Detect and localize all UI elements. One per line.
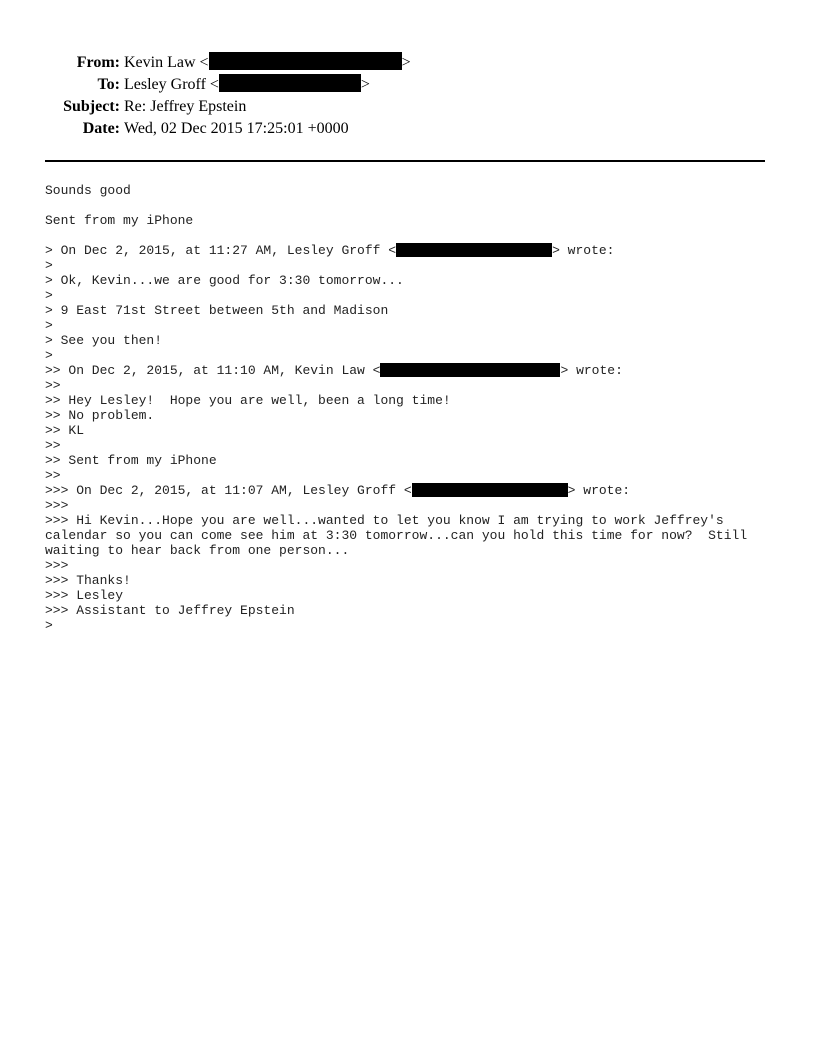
body-line: >> Sent from my iPhone <box>45 453 217 468</box>
body-line: >>> Assistant to Jeffrey Epstein <box>45 603 295 618</box>
redaction-block <box>209 52 402 70</box>
quote-header-suffix: > wrote: <box>567 483 631 498</box>
body-line: >> <box>45 438 61 453</box>
redaction-block <box>412 483 568 497</box>
blank-line <box>45 198 775 213</box>
quote-header-suffix: > wrote: <box>560 363 623 378</box>
redaction-block <box>380 363 560 377</box>
quote-header-text: >> On Dec 2, 2015, at 11:10 AM, Kevin Law < <box>45 363 381 378</box>
body-line: Sounds good <box>45 183 131 198</box>
subject-value: Re: Jeffrey Epstein <box>124 98 247 115</box>
subject-row <box>0 96 816 118</box>
body-line: > <box>45 348 53 363</box>
to-name: Lesley Groff < <box>124 76 219 93</box>
email-body <box>45 183 775 633</box>
to-row <box>0 74 816 96</box>
body-line: >>> Hi Kevin...Hope you are well...wanted to let you know I am trying to work Jeffrey's <box>45 513 724 528</box>
quote-header-line <box>45 363 775 378</box>
body-line: > <box>45 318 53 333</box>
blank-line <box>45 228 775 243</box>
body-line: >>> <box>45 498 69 513</box>
body-line: waiting to hear back from one person... <box>45 543 350 558</box>
quote-header-text: >>> On Dec 2, 2015, at 11:07 AM, Lesley Groff < <box>45 483 412 498</box>
body-line: >>> Thanks! <box>45 573 131 588</box>
body-line: >>> Lesley <box>45 588 124 603</box>
body-line: Sent from my iPhone <box>45 213 194 228</box>
email-header <box>0 52 816 140</box>
to-value <box>124 74 370 96</box>
redaction-block <box>396 243 552 257</box>
body-line: >>> <box>45 558 69 573</box>
body-line: calendar so you can come see him at 3:30 tomorrow...can you hold this time for now? Still <box>45 528 748 543</box>
redaction-block <box>219 74 361 92</box>
body-line: > See you then! <box>45 333 163 348</box>
quote-header-line <box>45 483 775 498</box>
header-divider <box>45 160 765 162</box>
from-name: Kevin Law < <box>124 54 209 71</box>
from-value <box>124 52 411 74</box>
body-line: >> Hey Lesley! Hope you are well, been a long time! <box>45 393 451 408</box>
body-line: >> <box>45 468 61 483</box>
body-line: > <box>45 618 53 633</box>
body-line: >> No problem. <box>45 408 155 423</box>
body-line: > 9 East 71st Street between 5th and Madison <box>45 303 389 318</box>
body-line: > Ok, Kevin...we are good for 3:30 tomorrow... <box>45 273 404 288</box>
body-line: > <box>45 288 53 303</box>
date-row <box>0 118 816 140</box>
from-label: From: <box>76 54 120 71</box>
from-close: > <box>401 54 411 71</box>
quote-header-text: > On Dec 2, 2015, at 11:27 AM, Lesley Groff < <box>45 243 397 258</box>
date-value: Wed, 02 Dec 2015 17:25:01 +0000 <box>124 120 349 137</box>
body-line: > <box>45 258 53 273</box>
date-label: Date: <box>82 120 120 137</box>
body-line: >> <box>45 378 61 393</box>
to-close: > <box>360 76 370 93</box>
body-line: >> KL <box>45 423 85 438</box>
from-row <box>0 52 816 74</box>
to-label: To: <box>97 76 120 93</box>
quote-header-line <box>45 243 775 258</box>
quote-header-suffix: > wrote: <box>552 243 615 258</box>
subject-label: Subject: <box>63 98 120 115</box>
